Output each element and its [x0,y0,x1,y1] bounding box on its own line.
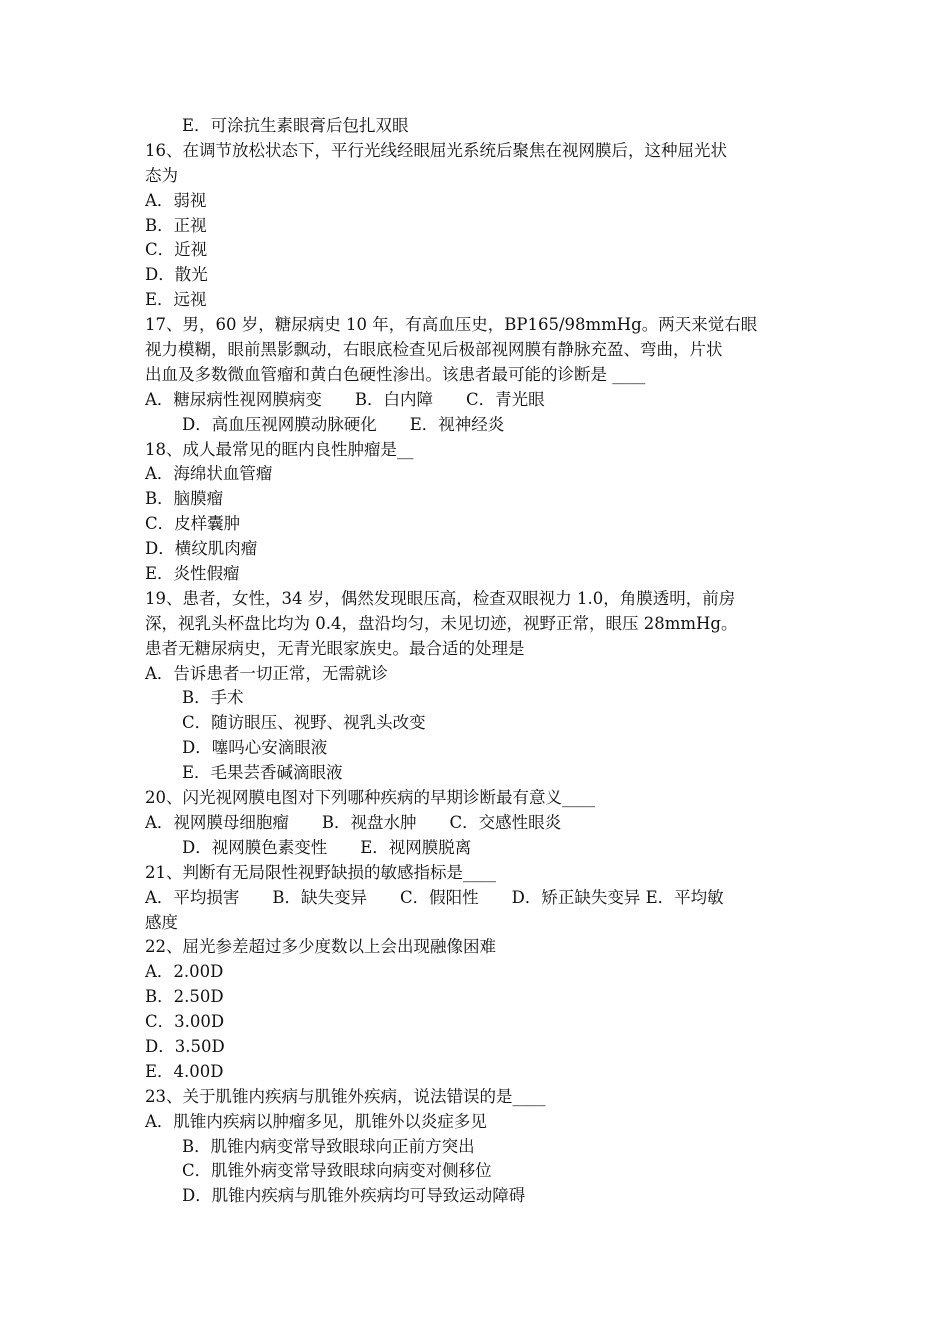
text-line: C．肌锥外病变常导致眼球向病变对侧移位 [182,1161,492,1181]
text-line: A．糖尿病性视网膜病变 B．白内障 C．青光眼 [145,389,545,409]
text-line: B．肌锥内病变常导致眼球向正前方突出 [182,1136,475,1156]
text-line: 患者无糖尿病史，无青光眼家族史。最合适的处理是 [145,638,525,658]
text-line: 出血及多数微血管瘤和黄白色硬性渗出。该患者最可能的诊断是 ____ [145,364,646,384]
text-line: D．视网膜色素变性 E．视网膜脱离 [182,837,472,857]
text-line: A．2.00D [145,962,224,982]
text-line: C．3.00D [145,1012,225,1032]
text-line: D．肌锥内疾病与肌锥外疾病均可导致运动障碍 [182,1186,526,1206]
text-line: 深，视乳头杯盘比均为 0.4，盘沿均匀，未见切迹，视野正常，眼压 28mmHg。 [145,613,738,633]
text-line: D．噻吗心安滴眼液 [182,738,328,758]
text-line: D．高血压视网膜动脉硬化 E．视神经炎 [182,414,505,434]
text-line: B．脑膜瘤 [145,489,224,509]
text-line: E．炎性假瘤 [145,564,240,584]
text-line: E．4.00D [145,1061,224,1081]
text-line: D．3.50D [145,1036,225,1056]
question-text-body [145,114,810,1209]
text-line: 视力模糊，眼前黑影飘动，右眼底检查见后极部视网膜有静脉充盈、弯曲，片状 [145,340,723,360]
text-line: E．毛果芸香碱滴眼液 [182,763,343,783]
text-line: 态为 [145,165,178,185]
text-line: 感度 [145,912,178,932]
text-line: B．正视 [145,215,207,235]
text-line: D．横纹肌肉瘤 [145,539,258,559]
text-line: 20、闪光视网膜电图对下列哪种疾病的早期诊断最有意义____ [145,788,595,808]
text-line: A．平均损害 B．缺失变异 C．假阳性 D．矫正缺失变异 E．平均敏 [145,887,724,907]
text-line: 18、成人最常见的眶内良性肿瘤是__ [145,439,414,459]
text-line: C．近视 [145,240,208,260]
text-line: E．远视 [145,290,207,310]
text-line: 21、判断有无局限性视野缺损的敏感指标是____ [145,862,496,882]
text-line: 22、屈光参差超过多少度数以上会出现融像困难 [145,937,496,957]
text-line: E．可涂抗生素眼膏后包扎双眼 [182,116,409,135]
text-line: B．手术 [182,688,244,708]
text-line: 17、男，60 岁，糖尿病史 10 年，有高血压史，BP165/98mmHg。两天来觉右眼 [145,315,758,335]
text-line: C．随访眼压、视野、视乳头改变 [182,713,426,733]
text-line: D．散光 [145,265,208,285]
text-line: 19、患者，女性，34 岁，偶然发现眼压高，检查双眼视力 1.0，角膜透明，前房 [145,588,736,608]
text-line: C．皮样囊肿 [145,514,241,534]
text-line: A．告诉患者一切正常，无需就诊 [145,663,388,683]
text-line: A．视网膜母细胞瘤 B．视盘水肿 C．交感性眼炎 [145,812,562,832]
text-line: A．弱视 [145,190,207,210]
text-line: A．肌锥内疾病以肿瘤多见，肌锥外以炎症多见 [145,1111,487,1131]
text-line: A．海绵状血管瘤 [145,464,273,484]
text-line: B．2.50D [145,987,224,1007]
text-line: 16、在调节放松状态下，平行光线经眼屈光系统后聚焦在视网膜后，这种屈光状 [145,140,727,160]
text-line: 23、关于肌锥内疾病与肌锥外疾病，说法错误的是____ [145,1086,546,1106]
